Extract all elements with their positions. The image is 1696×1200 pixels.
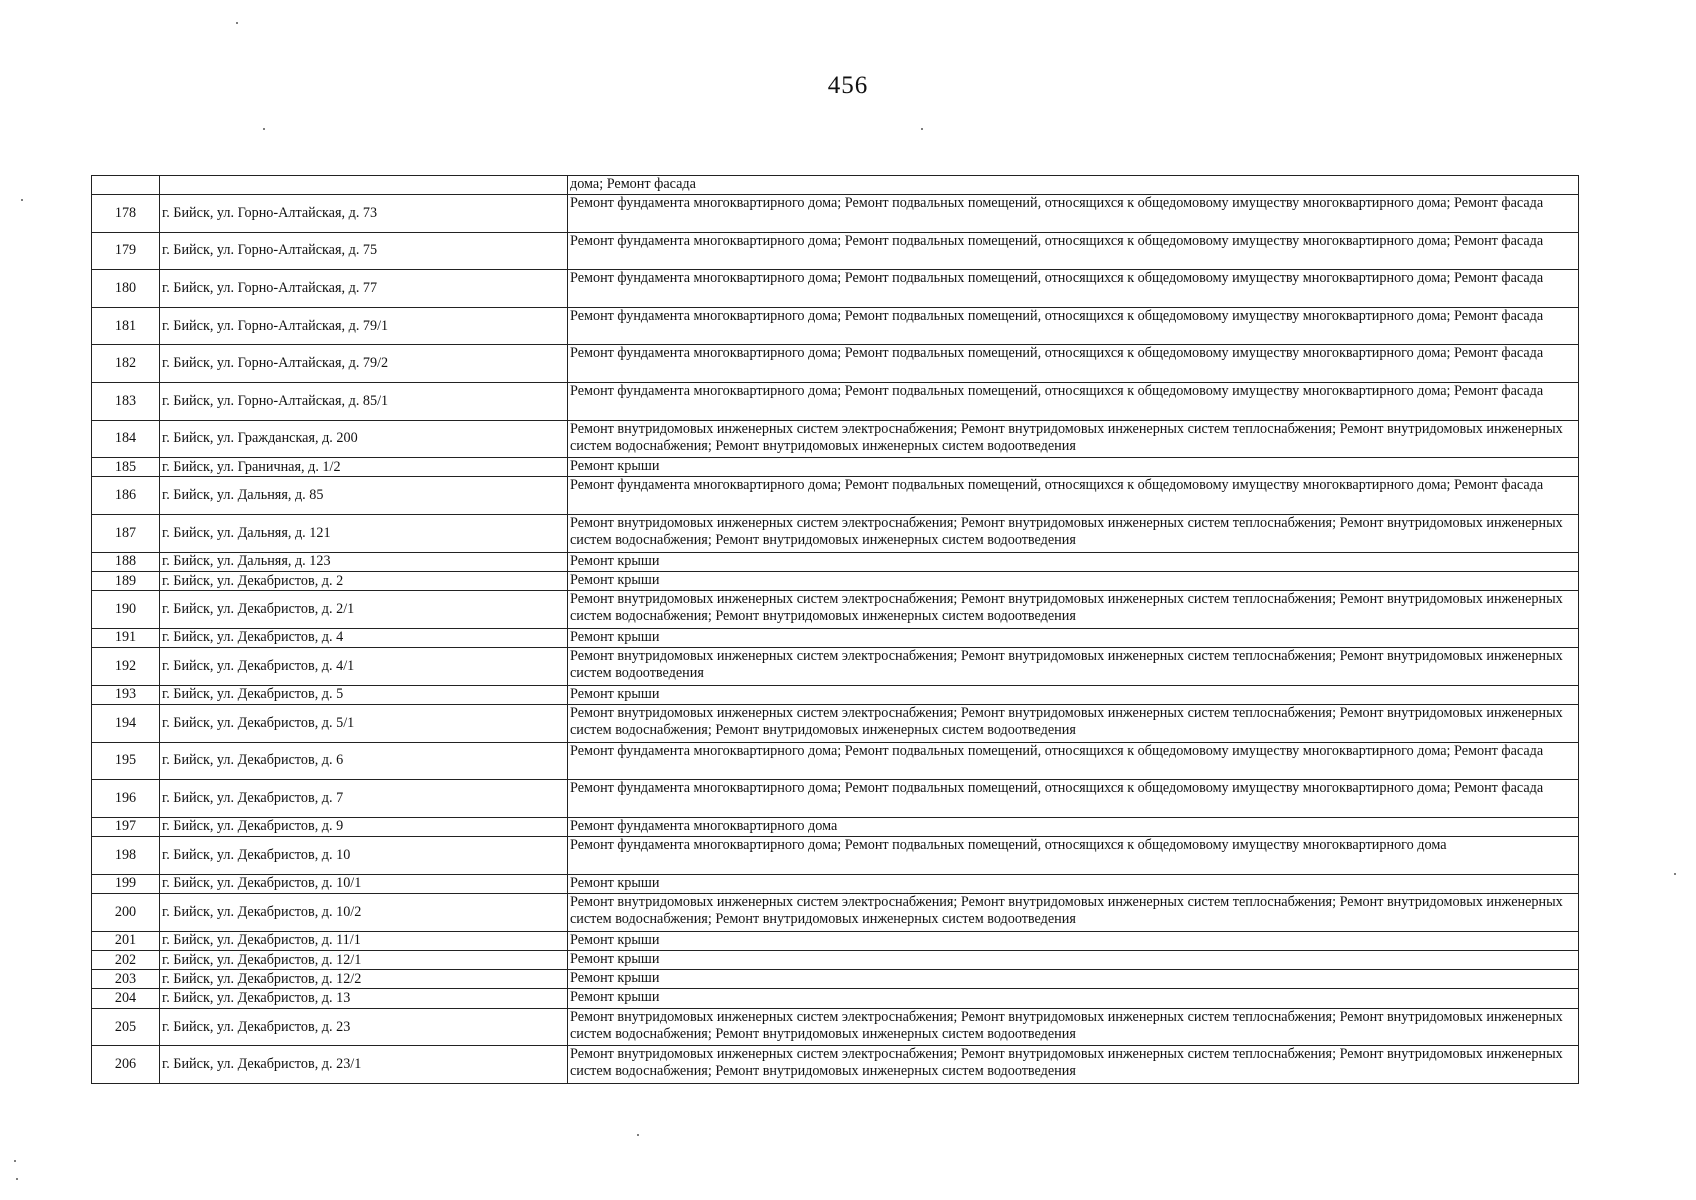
works-cell: Ремонт внутридомовых инженерных систем электроснабжения; Ремонт внутридомовых инженерных систем теплоснабжения; Ремонт внутридомовых инженерных систем водоснабжения; Ремонт внутридомовых инженерных систем водоотведения <box>568 591 1579 629</box>
address-cell: г. Бийск, ул. Горно-Алтайская, д. 79/2 <box>160 345 568 383</box>
address-cell: г. Бийск, ул. Дальняя, д. 123 <box>160 552 568 571</box>
table-row <box>92 989 1579 1008</box>
works-cell: Ремонт фундамента многоквартирного дома; Ремонт подвальных помещений, относящихся к общедомовому имуществу многоквартирного дома <box>568 837 1579 875</box>
address-cell: г. Бийск, ул. Декабристов, д. 4 <box>160 628 568 647</box>
address-cell: г. Бийск, ул. Декабристов, д. 4/1 <box>160 648 568 686</box>
row-number-cell: 194 <box>92 705 160 743</box>
table-row <box>92 477 1579 515</box>
row-number-cell: 181 <box>92 307 160 345</box>
address-cell: г. Бийск, ул. Гражданская, д. 200 <box>160 420 568 458</box>
address-cell: г. Бийск, ул. Дальняя, д. 121 <box>160 515 568 553</box>
row-number-cell: 185 <box>92 458 160 477</box>
works-cell: Ремонт крыши <box>568 458 1579 477</box>
table-row <box>92 685 1579 704</box>
row-number-cell: 202 <box>92 950 160 969</box>
address-cell: г. Бийск, ул. Декабристов, д. 6 <box>160 742 568 780</box>
address-cell: г. Бийск, ул. Декабристов, д. 2/1 <box>160 591 568 629</box>
table-row <box>92 195 1579 233</box>
works-cell: Ремонт внутридомовых инженерных систем электроснабжения; Ремонт внутридомовых инженерных систем теплоснабжения; Ремонт внутридомовых инженерных систем водоснабжения; Ремонт внутридомовых инженерных систем водоотведения <box>568 893 1579 931</box>
address-cell: г. Бийск, ул. Горно-Алтайская, д. 79/1 <box>160 307 568 345</box>
works-cell: Ремонт фундамента многоквартирного дома; Ремонт подвальных помещений, относящихся к общедомовому имуществу многоквартирного дома; Ремонт фасада <box>568 345 1579 383</box>
address-cell <box>160 176 568 195</box>
row-number-cell: 192 <box>92 648 160 686</box>
row-number-cell: 189 <box>92 571 160 590</box>
works-cell: Ремонт крыши <box>568 571 1579 590</box>
address-cell: г. Бийск, ул. Декабристов, д. 12/2 <box>160 970 568 989</box>
scan-speck <box>263 128 265 130</box>
address-cell: г. Бийск, ул. Декабристов, д. 7 <box>160 780 568 818</box>
table-row <box>92 874 1579 893</box>
works-cell: Ремонт крыши <box>568 950 1579 969</box>
row-number-cell: 206 <box>92 1046 160 1084</box>
table-row <box>92 931 1579 950</box>
table-row <box>92 705 1579 743</box>
scan-speck <box>1674 873 1676 875</box>
works-cell: Ремонт внутридомовых инженерных систем электроснабжения; Ремонт внутридомовых инженерных систем теплоснабжения; Ремонт внутридомовых инженерных систем водоснабжения; Ремонт внутридомовых инженерных систем водоотведения <box>568 705 1579 743</box>
table-row <box>92 893 1579 931</box>
scan-speck <box>21 199 23 201</box>
repair-table-body <box>92 176 1579 1084</box>
row-number-cell: 196 <box>92 780 160 818</box>
works-cell: Ремонт внутридомовых инженерных систем электроснабжения; Ремонт внутридомовых инженерных систем теплоснабжения; Ремонт внутридомовых инженерных систем водоснабжения; Ремонт внутридомовых инженерных систем водоотведения <box>568 515 1579 553</box>
works-cell: Ремонт крыши <box>568 970 1579 989</box>
address-cell: г. Бийск, ул. Горно-Алтайская, д. 73 <box>160 195 568 233</box>
row-number-cell: 203 <box>92 970 160 989</box>
row-number-cell: 198 <box>92 837 160 875</box>
row-number-cell: 191 <box>92 628 160 647</box>
table-row <box>92 458 1579 477</box>
address-cell: г. Бийск, ул. Декабристов, д. 13 <box>160 989 568 1008</box>
address-cell: г. Бийск, ул. Декабристов, д. 5/1 <box>160 705 568 743</box>
table-row <box>92 628 1579 647</box>
works-cell: Ремонт фундамента многоквартирного дома; Ремонт подвальных помещений, относящихся к общедомовому имуществу многоквартирного дома; Ремонт фасада <box>568 195 1579 233</box>
address-cell: г. Бийск, ул. Горно-Алтайская, д. 85/1 <box>160 382 568 420</box>
table-row <box>92 591 1579 629</box>
address-cell: г. Бийск, ул. Декабристов, д. 5 <box>160 685 568 704</box>
address-cell: г. Бийск, ул. Горно-Алтайская, д. 77 <box>160 270 568 308</box>
works-cell: Ремонт внутридомовых инженерных систем электроснабжения; Ремонт внутридомовых инженерных систем теплоснабжения; Ремонт внутридомовых инженерных систем водоснабжения; Ремонт внутридомовых инженерных систем водоотведения <box>568 420 1579 458</box>
table-row <box>92 345 1579 383</box>
row-number-cell: 201 <box>92 931 160 950</box>
row-number-cell: 179 <box>92 232 160 270</box>
scan-speck <box>637 1134 639 1136</box>
row-number-cell <box>92 176 160 195</box>
row-number-cell: 197 <box>92 817 160 836</box>
row-number-cell: 180 <box>92 270 160 308</box>
works-cell: Ремонт крыши <box>568 685 1579 704</box>
works-cell: Ремонт внутридомовых инженерных систем электроснабжения; Ремонт внутридомовых инженерных систем теплоснабжения; Ремонт внутридомовых инженерных систем водоснабжения; Ремонт внутридомовых инженерных систем водоотведения <box>568 1046 1579 1084</box>
address-cell: г. Бийск, ул. Дальняя, д. 85 <box>160 477 568 515</box>
table-row <box>92 648 1579 686</box>
table-row <box>92 1008 1579 1046</box>
address-cell: г. Бийск, ул. Декабристов, д. 23/1 <box>160 1046 568 1084</box>
works-cell: Ремонт фундамента многоквартирного дома; Ремонт подвальных помещений, относящихся к общедомовому имуществу многоквартирного дома; Ремонт фасада <box>568 780 1579 818</box>
row-number-cell: 193 <box>92 685 160 704</box>
table-row <box>92 552 1579 571</box>
table-row <box>92 817 1579 836</box>
address-cell: г. Бийск, ул. Декабристов, д. 10 <box>160 837 568 875</box>
table-row <box>92 571 1579 590</box>
table-row <box>92 950 1579 969</box>
works-cell: дома; Ремонт фасада <box>568 176 1579 195</box>
works-cell: Ремонт фундамента многоквартирного дома; Ремонт подвальных помещений, относящихся к общедомовому имуществу многоквартирного дома; Ремонт фасада <box>568 742 1579 780</box>
table-row <box>92 970 1579 989</box>
row-number-cell: 188 <box>92 552 160 571</box>
row-number-cell: 184 <box>92 420 160 458</box>
table-row <box>92 837 1579 875</box>
row-number-cell: 204 <box>92 989 160 1008</box>
table-row-continuation <box>92 176 1579 195</box>
works-cell: Ремонт внутридомовых инженерных систем электроснабжения; Ремонт внутридомовых инженерных систем теплоснабжения; Ремонт внутридомовых инженерных систем водоснабжения; Ремонт внутридомовых инженерных систем водоотведения <box>568 1008 1579 1046</box>
row-number-cell: 200 <box>92 893 160 931</box>
table-row <box>92 1046 1579 1084</box>
works-cell: Ремонт фундамента многоквартирного дома; Ремонт подвальных помещений, относящихся к общедомовому имуществу многоквартирного дома; Ремонт фасада <box>568 270 1579 308</box>
row-number-cell: 187 <box>92 515 160 553</box>
table-row <box>92 780 1579 818</box>
repair-table <box>91 175 1579 1084</box>
address-cell: г. Бийск, ул. Декабристов, д. 10/1 <box>160 874 568 893</box>
works-cell: Ремонт крыши <box>568 989 1579 1008</box>
table-row <box>92 742 1579 780</box>
works-cell: Ремонт фундамента многоквартирного дома <box>568 817 1579 836</box>
row-number-cell: 178 <box>92 195 160 233</box>
works-cell: Ремонт крыши <box>568 628 1579 647</box>
scan-speck <box>236 22 238 24</box>
works-cell: Ремонт крыши <box>568 874 1579 893</box>
address-cell: г. Бийск, ул. Декабристов, д. 2 <box>160 571 568 590</box>
address-cell: г. Бийск, ул. Декабристов, д. 9 <box>160 817 568 836</box>
address-cell: г. Бийск, ул. Горно-Алтайская, д. 75 <box>160 232 568 270</box>
table-row <box>92 515 1579 553</box>
row-number-cell: 190 <box>92 591 160 629</box>
table-row <box>92 307 1579 345</box>
works-cell: Ремонт фундамента многоквартирного дома; Ремонт подвальных помещений, относящихся к общедомовому имуществу многоквартирного дома; Ремонт фасада <box>568 307 1579 345</box>
address-cell: г. Бийск, ул. Декабристов, д. 11/1 <box>160 931 568 950</box>
address-cell: г. Бийск, ул. Граничная, д. 1/2 <box>160 458 568 477</box>
row-number-cell: 186 <box>92 477 160 515</box>
row-number-cell: 182 <box>92 345 160 383</box>
scan-speck <box>14 1160 16 1162</box>
row-number-cell: 183 <box>92 382 160 420</box>
row-number-cell: 199 <box>92 874 160 893</box>
works-cell: Ремонт внутридомовых инженерных систем электроснабжения; Ремонт внутридомовых инженерных систем теплоснабжения; Ремонт внутридомовых инженерных систем водоотведения <box>568 648 1579 686</box>
works-cell: Ремонт фундамента многоквартирного дома; Ремонт подвальных помещений, относящихся к общедомовому имуществу многоквартирного дома; Ремонт фасада <box>568 232 1579 270</box>
scan-speck <box>921 128 923 130</box>
repair-table-container <box>91 175 1578 1084</box>
table-row <box>92 270 1579 308</box>
address-cell: г. Бийск, ул. Декабристов, д. 10/2 <box>160 893 568 931</box>
row-number-cell: 205 <box>92 1008 160 1046</box>
works-cell: Ремонт фундамента многоквартирного дома; Ремонт подвальных помещений, относящихся к общедомовому имуществу многоквартирного дома; Ремонт фасада <box>568 477 1579 515</box>
scan-speck <box>16 1178 18 1180</box>
table-row <box>92 420 1579 458</box>
works-cell: Ремонт фундамента многоквартирного дома; Ремонт подвальных помещений, относящихся к общедомовому имуществу многоквартирного дома; Ремонт фасада <box>568 382 1579 420</box>
table-row <box>92 232 1579 270</box>
works-cell: Ремонт крыши <box>568 931 1579 950</box>
page-number: 456 <box>827 72 869 99</box>
address-cell: г. Бийск, ул. Декабристов, д. 12/1 <box>160 950 568 969</box>
table-row <box>92 382 1579 420</box>
works-cell: Ремонт крыши <box>568 552 1579 571</box>
row-number-cell: 195 <box>92 742 160 780</box>
address-cell: г. Бийск, ул. Декабристов, д. 23 <box>160 1008 568 1046</box>
